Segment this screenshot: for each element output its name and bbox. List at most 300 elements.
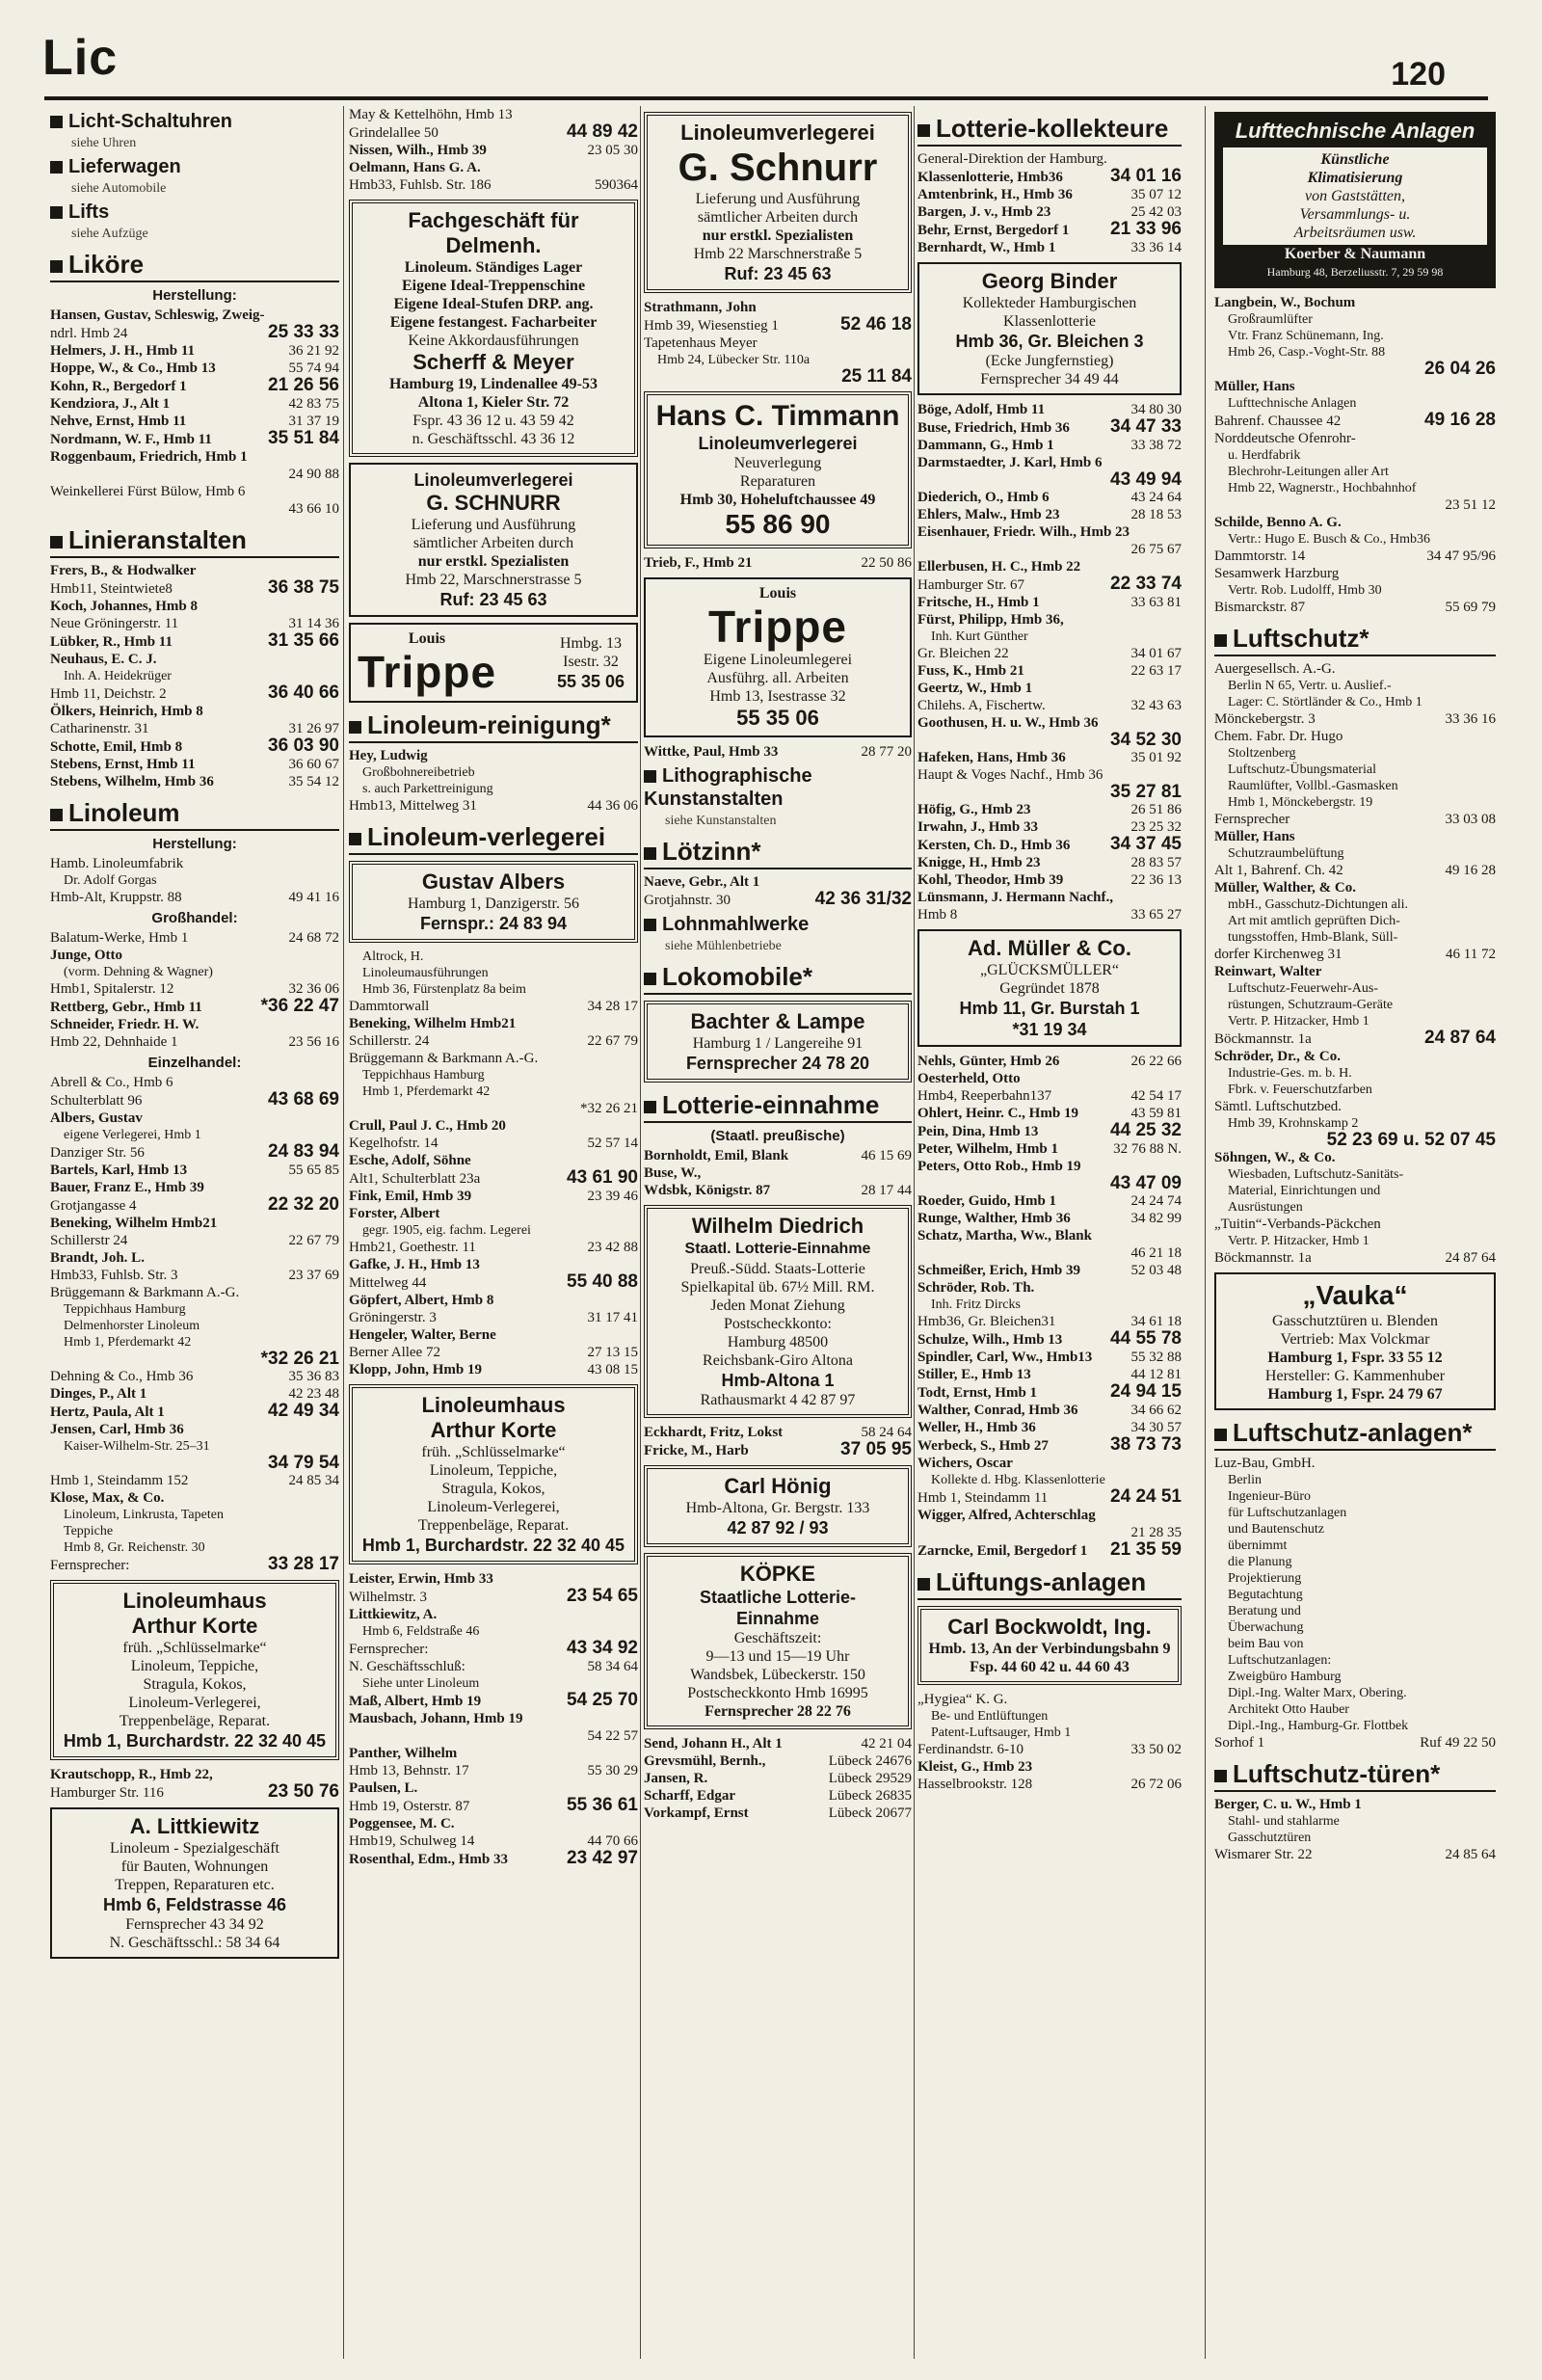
entry-list: [1214, 660, 1496, 1267]
list-item: [644, 1182, 912, 1199]
list-item: [50, 1162, 339, 1179]
list-item: und Bautenschutz: [1228, 1522, 1324, 1537]
ad-line: 9—13 und 15—19 Uhr: [705, 1648, 850, 1665]
list-item: [349, 1273, 638, 1292]
entry-name: Stiller, E., Hmb 13: [917, 1367, 1031, 1382]
list-item: [50, 579, 339, 598]
list-item: Zweigbüro Hamburg: [1228, 1670, 1342, 1684]
entry-name: Schilde, Benno A. G.: [1214, 515, 1342, 530]
ad-line: Linoleum-Verlegerei,: [427, 1499, 560, 1515]
entry-name: Böckmannstr. 1a: [1214, 1250, 1312, 1266]
phone-number: 55 32 88: [1130, 1350, 1182, 1365]
entry-name: Fricke, M., Harb: [644, 1443, 749, 1458]
phone-number: 43 47 09: [1110, 1173, 1182, 1193]
ad-name: KÖPKE: [739, 1562, 816, 1586]
list-item: [50, 1284, 339, 1301]
list-item: [1214, 599, 1496, 616]
list-item: [917, 662, 1182, 680]
bullet-square-icon: [349, 833, 361, 845]
entry-name: Send, Johann H., Alt 1: [644, 1736, 783, 1752]
phone-number: 23 54 65: [567, 1586, 638, 1606]
phone-number: 27 13 15: [587, 1345, 638, 1360]
list-item: [917, 1507, 1182, 1524]
phone-number: 31 37 19: [288, 414, 339, 429]
entry-name: Lünsmann, J. Hermann Nachf.,: [917, 890, 1113, 905]
entry-name: Trieb, F., Hmb 21: [644, 555, 753, 571]
heading-loetzinn: Lötzinn*: [644, 837, 912, 869]
list-item: [50, 483, 339, 500]
entry-list: [917, 150, 1182, 256]
phone-number: 55 69 79: [1445, 600, 1496, 615]
heading-linoleum: Linoleum: [50, 798, 339, 831]
phone-number: 24 90 88: [288, 467, 339, 482]
entry-name: Müller, Walther, & Co.: [1214, 880, 1356, 896]
entry-name: Panther, Wilhelm: [349, 1746, 458, 1761]
list-item: [50, 947, 339, 964]
list-item: [349, 123, 638, 142]
entry-name: Langbein, W., Bochum: [1214, 295, 1356, 310]
list-item: [644, 891, 912, 909]
entry-name: Hansen, Gustav, Schleswig, Zweig-: [50, 308, 265, 323]
ad-line: Arbeitsräumen usw.: [1293, 225, 1417, 241]
ad-line: Keine Akkordausführungen: [408, 333, 579, 349]
list-item: [917, 1741, 1182, 1758]
list-item: Raumlüfter, Vollbl.-Gasmasken: [1228, 779, 1398, 793]
entry-list: [644, 873, 912, 909]
heading-lieferwagen: Lieferwagen: [50, 155, 339, 180]
phone-number: 34 82 99: [1130, 1211, 1182, 1226]
entry-name: Brüggemann & Barkmann A.-G.: [50, 1285, 240, 1300]
entry-name: Bismarckstr. 87: [1214, 600, 1306, 615]
list-item: [50, 773, 339, 790]
phone-number: Lübeck 20677: [828, 1805, 912, 1821]
entry-name: Hamburger Str. 67: [917, 577, 1024, 593]
list-item: Teppichhaus Hamburg: [64, 1302, 186, 1317]
list-item: [50, 1556, 339, 1574]
list-item: [644, 316, 912, 334]
list-item: [917, 1140, 1182, 1158]
phone-number: 31 14 36: [288, 616, 339, 631]
ad-phone: Ruf: 23 45 63: [439, 590, 547, 609]
phone-number: 24 87 64: [1445, 1250, 1496, 1266]
phone-number: 24 68 72: [288, 930, 339, 946]
ad-line: Hmb 11, Gr. Burstah 1: [959, 999, 1140, 1018]
list-item: mbH., Gasschutz-Dichtungen ali.: [1228, 897, 1409, 912]
list-item: rüstungen, Schutzraum-Geräte: [1228, 998, 1394, 1012]
column-1: [50, 106, 339, 2361]
entry-name: Kendziora, J., Alt 1: [50, 396, 171, 412]
phone-number: 31 26 97: [288, 721, 339, 736]
list-item: [349, 1100, 638, 1117]
entry-name: Spindler, Carl, Ww., Hmb13: [917, 1350, 1093, 1365]
entry-name: Brüggemann & Barkmann A.-G.: [349, 1051, 539, 1066]
phone-number: 35 01 92: [1130, 750, 1182, 765]
entry-name: Wichers, Oscar: [917, 1456, 1013, 1471]
phone-number: 43 24 64: [1130, 490, 1182, 505]
entry-name: Tapetenhaus Meyer: [644, 335, 758, 351]
list-item: [917, 732, 1182, 749]
ad-phone: n. Geschäftsschl. 43 36 12: [412, 431, 575, 447]
phone-number: 46 11 72: [1446, 947, 1496, 962]
phone-number: 34 79 54: [268, 1453, 339, 1473]
list-item: Beratung und: [1228, 1604, 1301, 1618]
heading-lokomobile: Lokomobile*: [644, 962, 912, 995]
ad-line: Louis: [408, 630, 446, 647]
ad-line: Linoleum. Ständiges Lager: [404, 259, 583, 276]
entry-name: Alt1, Schulterblatt 23a: [349, 1171, 481, 1187]
ad-line: sämtlicher Arbeiten durch: [697, 209, 859, 226]
list-item: [917, 889, 1182, 906]
heading-luftschutztueren: Luftschutz-türen*: [1214, 1759, 1496, 1792]
entry-name: Gröningerstr. 3: [349, 1310, 437, 1325]
phone-number: 25 42 03: [1130, 204, 1182, 220]
list-item: [50, 756, 339, 773]
ad-title: A. Littkiewitz: [129, 1814, 260, 1838]
heading-lifts: Lifts: [50, 201, 339, 226]
entry-name: Walther, Conrad, Hmb 36: [917, 1403, 1078, 1418]
list-item: [50, 1455, 339, 1472]
entry-name: Jansen, R.: [644, 1771, 708, 1786]
phone-number: 38 73 73: [1110, 1434, 1182, 1455]
phone-number: *36 22 47: [260, 996, 339, 1016]
entry-name: Berner Allee 72: [349, 1345, 440, 1360]
list-item: Kollekte d. Hbg. Klassenlotterie: [931, 1473, 1105, 1487]
list-item: Lufttechnische Anlagen: [1228, 396, 1357, 411]
entry-name: Neuhaus, E. C. J.: [50, 652, 157, 667]
list-item: [349, 1188, 638, 1205]
ad-line: Hmbg. 13 Isestr. 32: [560, 634, 622, 670]
entry-name: Schillerstr 24: [50, 1233, 128, 1248]
entry-name: Kersten, Ch. D., Hmb 36: [917, 838, 1071, 853]
entry-name: Bartels, Karl, Hmb 13: [50, 1163, 188, 1178]
entry-name: Zarncke, Emil, Bergedorf 1: [917, 1543, 1088, 1559]
see-reference: siehe Automobile: [71, 181, 167, 196]
list-item: [349, 1361, 638, 1378]
entry-name: Vorkampf, Ernst: [644, 1805, 749, 1821]
ad-trippe-logo: [358, 629, 496, 696]
entry-name: Schillerstr. 24: [349, 1033, 430, 1049]
phone-number: 24 83 94: [268, 1141, 339, 1162]
list-item: Material, Einrichtungen und: [1228, 1184, 1381, 1198]
phone-number: 43 68 69: [268, 1089, 339, 1110]
heading-linieranstalten: Linieranstalten: [50, 525, 339, 558]
entry-name: Hmb19, Schulweg 14: [349, 1833, 475, 1849]
list-item: [1214, 548, 1496, 565]
entry-name: Brandt, Joh. L.: [50, 1250, 145, 1266]
ad-name: Gustav Albers: [421, 869, 566, 894]
entry-list: [644, 554, 912, 572]
ad-line: Linoleum-Verlegerei,: [128, 1695, 261, 1711]
subheading: Herstellung:: [152, 836, 237, 852]
list-item: [349, 1588, 638, 1606]
list-item: Gasschutztüren: [1228, 1831, 1312, 1845]
entry-name: Esche, Adolf, Söhne: [349, 1153, 471, 1168]
entry-name: Knigge, H., Hmb 23: [917, 855, 1041, 870]
list-item: [917, 186, 1182, 203]
list-item: [917, 1087, 1182, 1105]
entry-name: Bahrenf. Chaussee 42: [1214, 414, 1342, 429]
subheading: Herstellung:: [152, 287, 237, 304]
list-item: [349, 1169, 638, 1188]
list-item: Hmb 26, Casp.-Voght-Str. 88: [1228, 345, 1386, 360]
ad-name: Scherff & Meyer: [412, 350, 574, 374]
ad-line: Hamburg 1, Danzigerstr. 56: [408, 896, 579, 912]
entry-name: Hmb-Alt, Kruppstr. 88: [50, 890, 182, 905]
bullet-square-icon: [917, 124, 930, 137]
phone-number: 35 36 83: [288, 1369, 339, 1384]
list-item: [917, 784, 1182, 801]
phone-number: 23 37 69: [288, 1268, 339, 1283]
entry-list: [644, 743, 912, 761]
list-item: [50, 855, 339, 872]
entry-list: [50, 855, 339, 906]
phone-number: 58 34 64: [587, 1659, 638, 1674]
entry-name: Catharinenstr. 31: [50, 721, 149, 736]
list-item: [1214, 1249, 1496, 1267]
ad-line: Linoleum - Spezialgeschäft: [110, 1840, 279, 1857]
phone-number: 26 51 86: [1130, 802, 1182, 817]
ad-vauka: [1214, 1272, 1496, 1410]
entry-name: Wismarer Str. 22: [1214, 1847, 1313, 1862]
list-item: [917, 221, 1182, 239]
entry-name: Hmb11, Steintwiete8: [50, 581, 173, 597]
entry-name: Lübker, R., Hmb 11: [50, 634, 173, 650]
entry-name: Hmb 22, Dehnhaide 1: [50, 1034, 178, 1050]
entry-name: Forster, Albert: [349, 1206, 440, 1221]
phone-number: 55 40 88: [567, 1271, 638, 1292]
entry-name: Hmb33, Fuhlsb. Str. 3: [50, 1268, 178, 1283]
list-item: [917, 1279, 1182, 1297]
phone-number: 25 33 33: [268, 322, 339, 342]
entry-name: Mausbach, Johann, Hmb 19: [349, 1711, 523, 1726]
list-item: [644, 1805, 912, 1822]
entry-name: dorfer Kirchenweg 31: [1214, 947, 1343, 962]
list-item: [50, 1091, 339, 1110]
list-item: Vertr. P. Hitzacker, Hmb 1: [1228, 1014, 1369, 1029]
list-item: [1214, 361, 1496, 378]
entry-name: Grindelallee 50: [349, 125, 439, 141]
entry-name: Böge, Adolf, Hmb 11: [917, 402, 1046, 417]
entry-list: [1214, 1796, 1496, 1863]
list-item: [917, 239, 1182, 256]
list-item: [50, 1143, 339, 1162]
bullet-square-icon: [644, 919, 656, 931]
entry-name: Wilhelmstr. 3: [349, 1590, 428, 1605]
heading-lohnmahlwerke: Lohnmahlwerke: [644, 913, 912, 938]
list-item: [644, 334, 912, 352]
ad-line: Hmb-Altona, Gr. Bergstr. 133: [685, 1500, 870, 1516]
entry-name: Hmb4, Reeperbahn137: [917, 1088, 1052, 1104]
entry-name: Hafeken, Hans, Hmb 36: [917, 750, 1066, 765]
entry-name: Peter, Wilhelm, Hmb 1: [917, 1141, 1058, 1157]
see-reference: siehe Mühlenbetriebe: [665, 939, 782, 953]
list-item: Linoleum, Linkrusta, Tapeten: [64, 1508, 224, 1522]
entry-name: Werbeck, S., Hmb 27: [917, 1438, 1049, 1454]
list-item: [349, 1762, 638, 1779]
ad-line: Hamburg 19, Lindenallee 49-53: [388, 376, 598, 392]
list-item: s. auch Parkettreinigung: [362, 782, 493, 796]
see-reference: siehe Kunstanstalten: [665, 814, 777, 828]
list-item: [349, 747, 638, 764]
list-item: [349, 1344, 638, 1361]
entry-name: Grotjangasse 4: [50, 1198, 137, 1214]
heading-luftschutz: Luftschutz*: [1214, 624, 1496, 656]
list-item: [50, 703, 339, 720]
entry-name: Dammtorstr. 14: [1214, 548, 1306, 564]
ad-phone: Hmb 1, Burchardstr. 22 32 40 45: [63, 1731, 327, 1751]
list-item: [349, 176, 638, 194]
ad-name: Wilhelm Diedrich: [691, 1214, 864, 1238]
entry-name: Sämtl. Luftschutzbed.: [1214, 1099, 1343, 1114]
entry-list: [50, 307, 339, 518]
ad-line: Hmb 22 Marschnerstraße 5: [693, 246, 863, 262]
phone-number: 42 23 48: [288, 1386, 339, 1402]
list-item: Blechrohr-Leitungen aller Art: [1228, 465, 1389, 479]
list-item: [917, 1455, 1182, 1472]
entry-name: Gafke, J. H., Hmb 13: [349, 1257, 480, 1272]
ad-line: Künstliche: [1320, 151, 1390, 168]
ad-phone: Hamburg 48, Berzeliusstr. 7, 29 59 98: [1266, 265, 1444, 279]
phone-number: 28 83 57: [1130, 855, 1182, 870]
ad-scherff-meyer: [349, 200, 638, 457]
entry-name: Darmstaedter, J. Karl, Hmb 6: [917, 455, 1103, 470]
list-item: Wiesbaden, Luftschutz-Sanitäts-: [1228, 1167, 1404, 1182]
entry-name: Schatz, Martha, Ww., Blank: [917, 1228, 1092, 1243]
list-item: [50, 1016, 339, 1033]
entry-name: Leister, Erwin, Hmb 33: [349, 1571, 493, 1587]
ad-albers: [349, 861, 638, 943]
entry-name: General-Direktion der Hamburg.: [917, 151, 1107, 167]
ad-line: Eigene festangest. Facharbeiter: [389, 314, 598, 331]
entry-name: Nehls, Günter, Hmb 26: [917, 1054, 1060, 1069]
list-item: [349, 1606, 638, 1623]
phone-number: 23 39 46: [587, 1189, 638, 1204]
list-item: Stahl- und stahlarme: [1228, 1814, 1340, 1829]
list-item: [50, 395, 339, 413]
phone-number: 55 65 85: [288, 1163, 339, 1178]
list-item: (vorm. Dehning & Wagner): [64, 965, 213, 979]
ad-line: Altona 1, Kieler Str. 72: [417, 394, 570, 411]
ad-line: Neuverlegung: [733, 455, 822, 471]
ad-line: Eigene Ideal-Treppenschine: [401, 278, 586, 294]
entry-name: Oelmann, Hans G. A.: [349, 160, 481, 175]
ad-trippe: [644, 577, 912, 737]
entry-name: „Tuitin“-Verbands-Päckchen: [1214, 1217, 1381, 1232]
list-item: [50, 1110, 339, 1127]
ad-line: Linoleum, Teppiche,: [130, 1658, 259, 1674]
entry-name: Dammtorwall: [349, 999, 430, 1014]
phone-number: 49 16 28: [1445, 863, 1496, 878]
list-item: eigene Verlegerei, Hmb 1: [64, 1128, 201, 1142]
list-item: [349, 1205, 638, 1222]
entry-name: Schotte, Emil, Hmb 8: [50, 739, 183, 755]
entry-list: [644, 299, 912, 386]
list-item: [349, 797, 638, 815]
entry-name: Ehlers, Malw., Hmb 23: [917, 507, 1060, 522]
phone-number: 22 67 79: [288, 1233, 339, 1248]
list-item: Vertr.: Hugo E. Busch & Co., Hmb36: [1228, 532, 1430, 547]
list-item: [50, 651, 339, 668]
list-item: Teppichhaus Hamburg: [362, 1068, 485, 1083]
list-item: [50, 1267, 339, 1284]
entry-name: Hmb13, Mittelweg 31: [349, 798, 477, 814]
ad-line: Reparaturen: [739, 473, 816, 490]
entry-name: Göpfert, Albert, Hmb 8: [349, 1293, 494, 1308]
entry-list: [349, 1570, 638, 1868]
ad-phone: Hamburg 1, Fspr. 24 79 67: [1267, 1386, 1443, 1403]
bullet-square-icon: [917, 1578, 930, 1591]
phone-number: 23 42 88: [587, 1240, 638, 1255]
list-item: Dipl.-Ing. Walter Marx, Obering.: [1228, 1686, 1407, 1700]
entry-name: Strathmann, John: [644, 300, 757, 315]
ad-title: Linoleumhaus: [421, 1393, 566, 1417]
phone-number: 22 67 79: [587, 1033, 638, 1049]
phone-number: 22 36 13: [1130, 872, 1182, 888]
entry-name: Albers, Gustav: [50, 1110, 143, 1126]
ad-line: für Bauten, Wohnungen: [120, 1859, 269, 1875]
list-item: [917, 697, 1182, 714]
phone-number: 34 01 16: [1110, 166, 1182, 186]
bullet-square-icon: [644, 973, 656, 985]
list-item: [50, 1215, 339, 1232]
entry-name: Schröder, Dr., & Co.: [1214, 1049, 1341, 1064]
phone-number: 36 38 75: [268, 577, 339, 598]
list-item: [917, 1192, 1182, 1210]
entry-name: Hmb21, Goethestr. 11: [349, 1240, 476, 1255]
list-item: [50, 377, 339, 395]
list-item: [50, 737, 339, 756]
list-item: Luftschutzanlagen:: [1228, 1653, 1332, 1668]
list-item: Vertr. Rob. Ludolff, Hmb 30: [1228, 583, 1382, 598]
list-item: [50, 1403, 339, 1421]
entry-name: Sorhof 1: [1214, 1735, 1265, 1751]
page-number: 120: [1391, 56, 1446, 93]
ad-line: sämtlicher Arbeiten durch: [412, 535, 574, 551]
phone-number: 43 49 94: [1110, 469, 1182, 490]
ad-line: Hmb 6, Feldstrasse 46: [102, 1895, 287, 1914]
list-item: [1214, 946, 1496, 963]
ad-line: Eigene Linoleumlegerei: [703, 652, 853, 668]
list-item: Großraumlüfter: [1228, 312, 1313, 327]
phone-number: 21 35 59: [1110, 1539, 1182, 1560]
entry-name: Kohn, R., Bergedorf 1: [50, 379, 187, 394]
phone-number: 590364: [595, 177, 638, 193]
list-item: [917, 1070, 1182, 1087]
list-item: [1214, 1132, 1496, 1149]
ad-name: Trippe: [707, 602, 848, 652]
phone-number: 35 54 12: [288, 774, 339, 789]
entry-name: Poggensee, M. C.: [349, 1816, 455, 1832]
entry-name: Stebens, Wilhelm, Hmb 36: [50, 774, 214, 789]
entry-name: Bauer, Franz E., Hmb 39: [50, 1180, 204, 1195]
entry-name: Runge, Walther, Hmb 36: [917, 1211, 1071, 1226]
entry-name: Schneider, Friedr. H. W.: [50, 1017, 199, 1032]
ad-phone: Hamburg 1, Fspr. 33 55 12: [1267, 1350, 1443, 1366]
phone-number: 34 66 62: [1130, 1403, 1182, 1418]
list-item: Architekt Otto Hauber: [1228, 1702, 1349, 1717]
list-item: [50, 1421, 339, 1438]
phone-number: Lübeck 24676: [828, 1753, 912, 1769]
entry-name: Amtenbrink, H., Hmb 36: [917, 187, 1073, 202]
list-item: tungsstoffen, Hmb-Blank, Süll-: [1228, 930, 1398, 945]
ad-line: Jeden Monat Ziehung: [710, 1297, 845, 1314]
list-item: [349, 1135, 638, 1152]
entry-list: [349, 106, 638, 194]
phone-number: 34 61 18: [1130, 1314, 1182, 1329]
list-item: [917, 1402, 1182, 1419]
entry-name: Fink, Emil, Hmb 39: [349, 1189, 472, 1204]
entry-name: Ferdinandstr. 6-10: [917, 1742, 1024, 1757]
